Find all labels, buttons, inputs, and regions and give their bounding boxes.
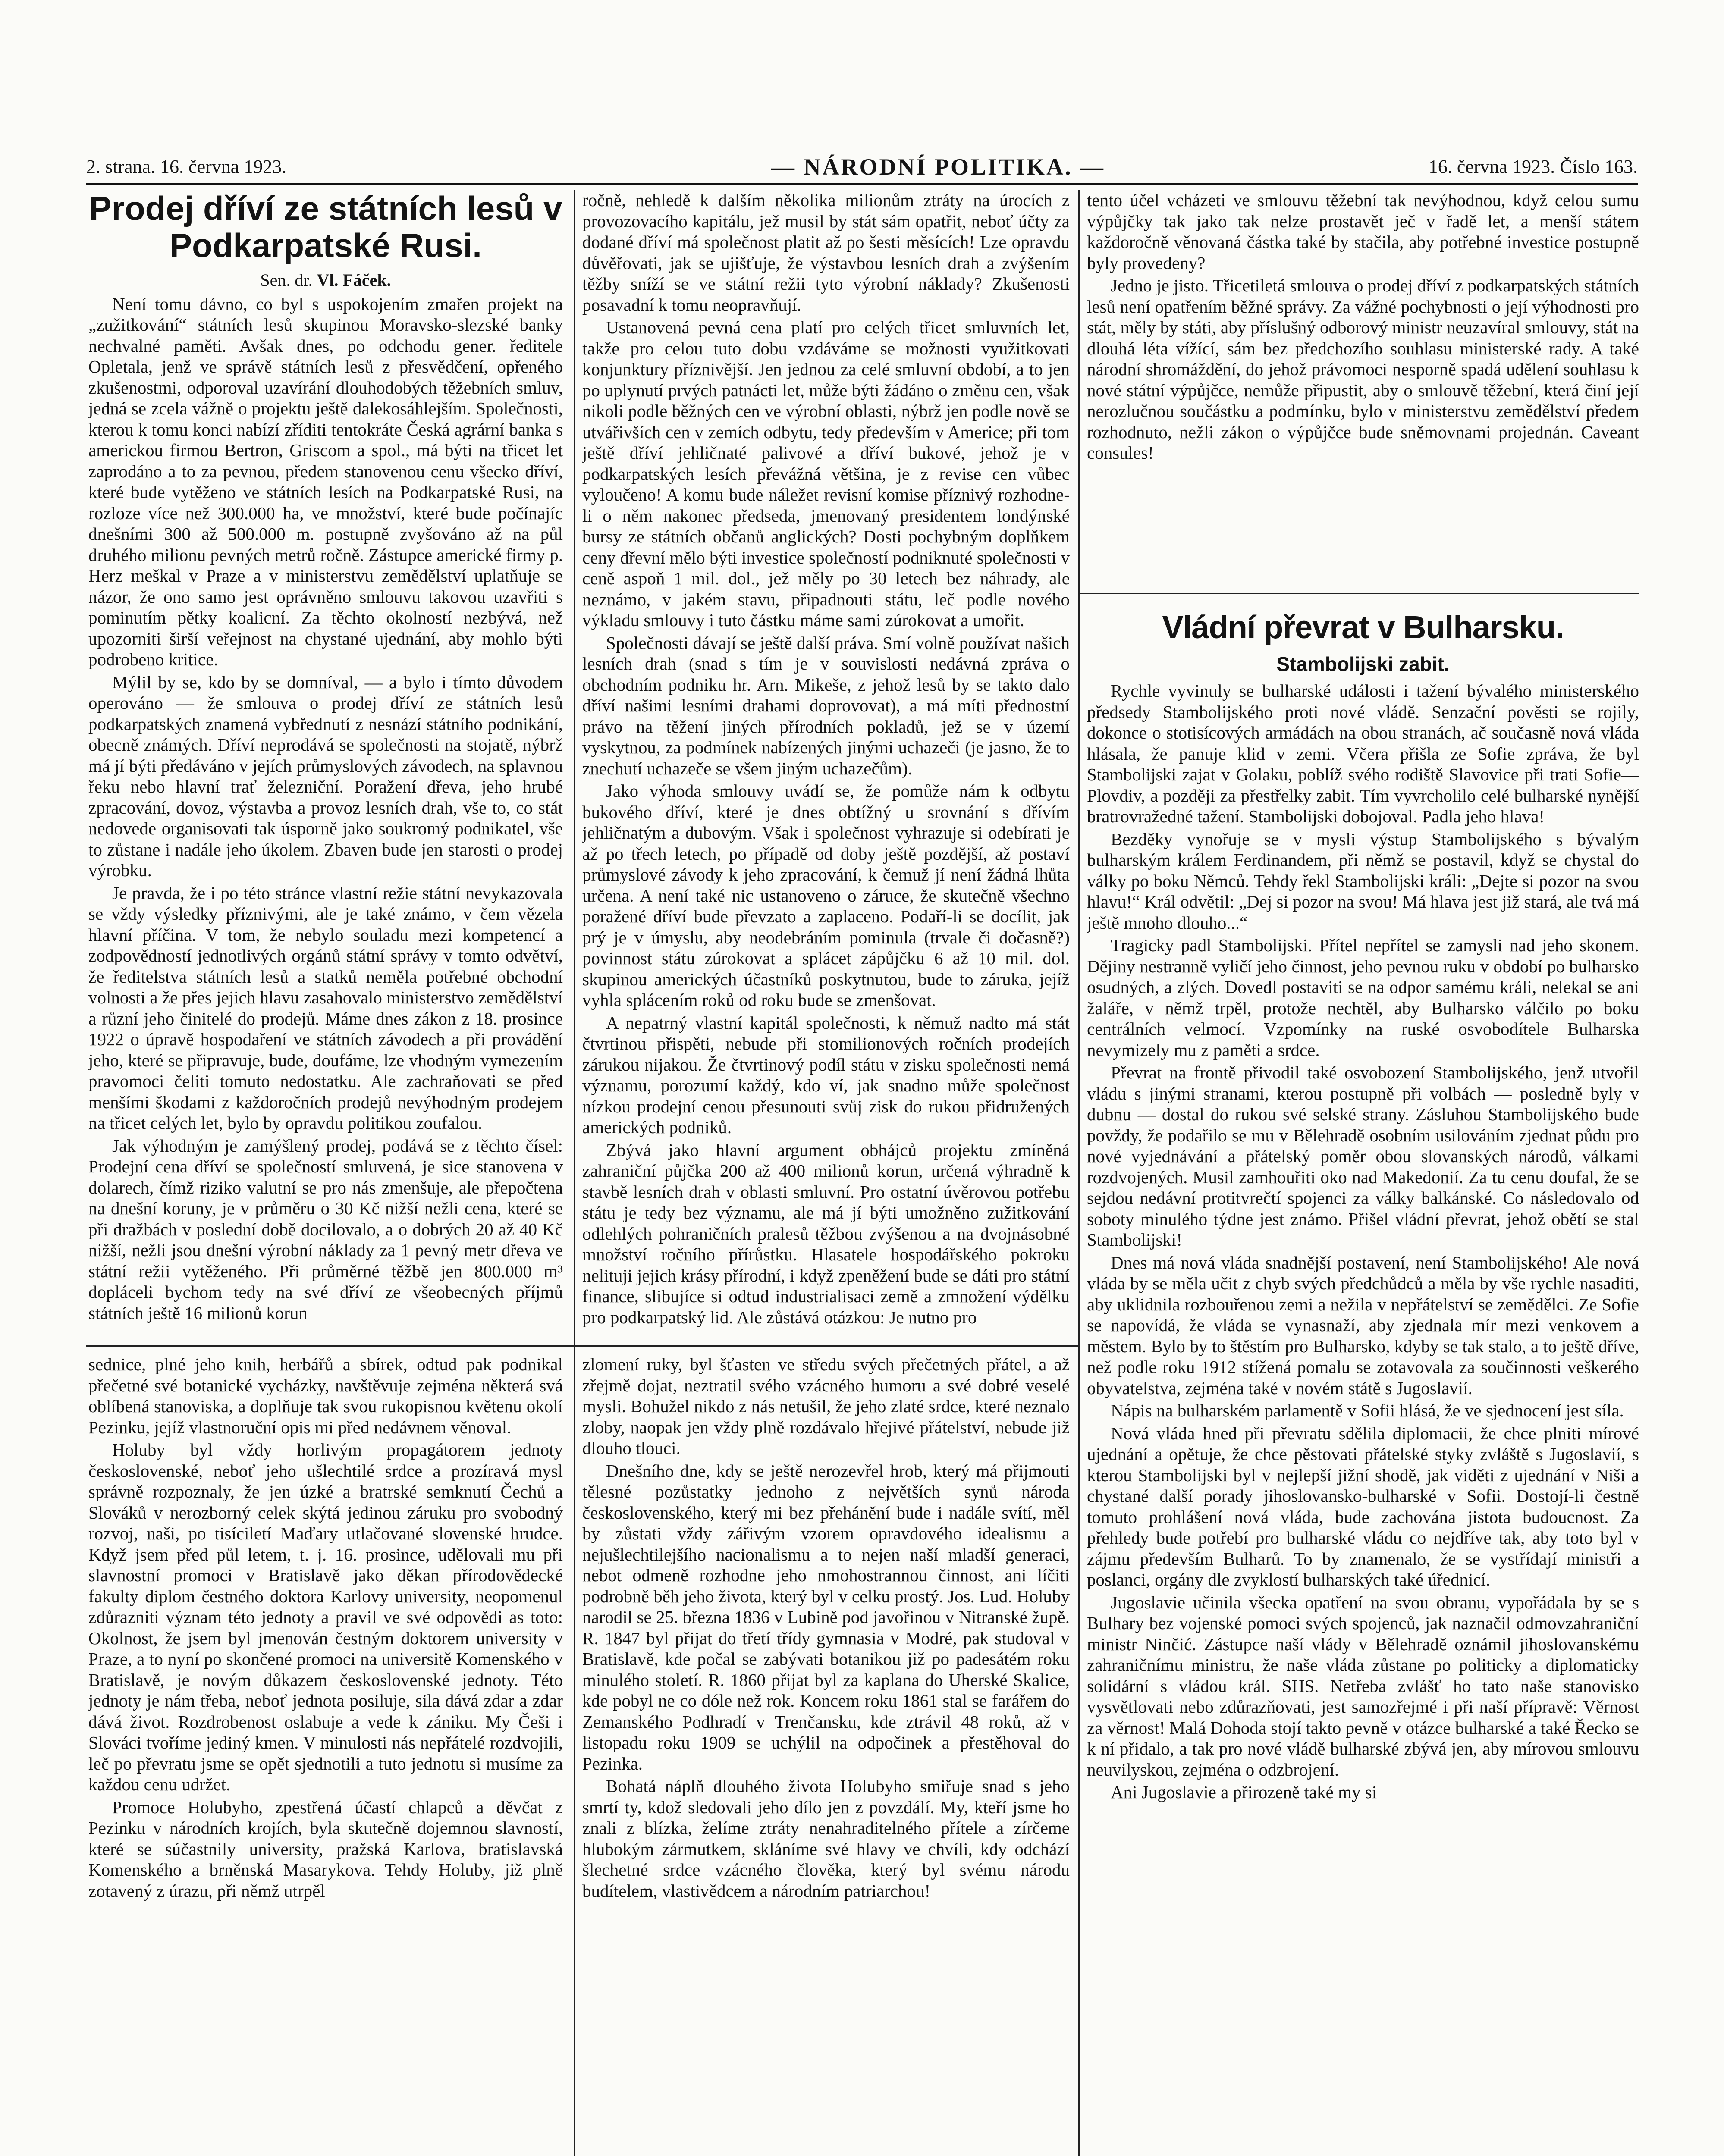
- paragraph: Rychle vyvinuly se bulharské události i tažení bývalého ministerského předsedy Stambolijského proti nové vládě. Senzační pověsti se rojily, dokonce o stotisícových armádách na obou stranách, ač současně nová vláda hlásala, že panuje klid v zemi. Včera přišla ze Sofie zpráva, že byl Stambolijski zajat v Golaku, poblíž svého rodiště Slavovice při trati Sofie—Plovdiv, a později za přestřelky zabit. Tím vyvrcholilo celé bulharské nynější bratrovražedné tažení. Stambolijski dobojoval. Padla jeho hlava!: [1087, 681, 1639, 826]
- masthead-title: — NÁRODNÍ POLITIKA. —: [771, 154, 1105, 180]
- article-lesy-col1: [88, 190, 563, 1339]
- paragraph: Ani Jugoslavie a přirozeně také my si: [1111, 1782, 1377, 1802]
- section-divider-right: [1080, 593, 1639, 594]
- paragraph: Nová vláda hned při převratu sdělila diplomacii, že chce plniti mírové ujednání a opětuje, že chce pěstovati přátelské styky zvláště s Jugoslavií, s kterou Stambolijski byl v nejlepší jižní shodě, jak viděti z ujednání v Niši a chystané další porady jihoslovansko-bulharské v Sofii. Dostojí-li čestně tomuto prohlášení nová vláda, bude zachována jistota budoucnost. Za přehledy bude potřebí pro bulharské vládu co nejdříve tak, aby toto byl v zájmu především Bulharů. To by znamenalo, že se vystřídají ministři a poslanci, orgány dle zvyklostí bulharských také úřednicí.: [1087, 1423, 1639, 1589]
- paragraph: Promoce Holubyho, zpestřená účastí chlapců a děvčat z Pezinku v národních krojích, byla skutečně dojemnou slavností, které se súčastnily university, pražská Karlova, bratislavská Komenského a brněnská Masarykova. Tehdy Holuby, již plně zotavený z úrazu, při němž utrpěl: [88, 1797, 563, 1901]
- header-rule: [86, 183, 1638, 185]
- paragraph: Jedno je jisto. Třicetiletá smlouva o prodej dříví z podkarpatských státních lesů není opatřením běžné správy. Za vážné pochybnosti o její výhodnosti pro stát, měly by státi, aby příslušný odborový ministr neuzavíral smlouvy, stát na dlouhá léta vížící, sám bez předchozího souhlasu ministerské rady. A také národní shromáždění, do jehož právomoci nesporně spadá udělení souhlasu k nové státní výpůjčce, nemůže připustit, aby o smlouvě těžební, která činí její nerozlučnou součástku a podmínku, bylo v ministerstvu zemědělství předem rozhodnuto, nežli zákon o výpůjčce bude sněmovnami projednán. Caveant consules!: [1087, 276, 1639, 463]
- column-divider-1: [574, 190, 575, 2156]
- paragraph: Převrat na frontě přivodil také osvobození Stambolijského, jenž utvořil vládu s jinými stranami, kterou postupně při volbách — posledně byly v dubnu — dostal do rukou své selské strany. Zásluhou Stambolijského bude povždy, že podařilo se mu v Bělehradě osobním usilováním zjednat půdu pro nové vyjednávání a přátelský poměr obou slovanských národů, válkami rozdvojených. Musil zamhouřiti oko nad Makedonií. Za tu cenu doufal, že se sejdou nedávní protitvrečtí spojenci za války balkánské. Co následovalo od soboty minulého týdne jest známo. Přišel vládní převrat, jehož obětí se stal Stambolijski!: [1087, 1062, 1639, 1250]
- paragraph: Ustanovená pevná cena platí pro celých třicet smluvních let, takže pro celou tuto dobu vzdáváme se možnosti využitkovati konjunktury příznivější. Jen jednou za celé smluvní období, a to jen po uplynutí prvých patnácti let, může býti žádáno o změnu cen, však nikoli podle běžných cen ve výrobní oblasti, nýbrž jen podle nově se utvářivších cen v zemích odbytu, tedy především v Americe; při tom ještě dříví jehličnaté palivové a dříví bukové, jehož je v podkarpatských lesích převážná většina, je z revise cen vůbec vyloučeno! A komu bude náležet revisní komise příznivý rozhodne-li o něm nakonec předseda, jmenovaný presidentem londýnské bursy ze státních občanů anglických? Dosti pochybným doplňkem ceny dřevní mělo býti investice společností podniknuté společnosti v ceně aspoň 1 mil. dol., jež měly po 30 letech bez náhrady, ale neznámo, v jakém stavu, připadnouti státu, leč podle nového výkladu smlouvy i tuto částku máme sami zúrokovat a umořit.: [582, 317, 1070, 630]
- paragraph: Tragicky padl Stambolijski. Přítel nepřítel se zamysli nad jeho skonem. Dějiny nestranně vyličí jeho činnost, jeho pevnou ruku v období po bulharsko osudných, a zlých. Dovedl postaviti se na odpor samému králi, nelekal se ani žaláře, v němž trpěl, protože nechtěl, aby Bulharsko válčilo po boku centrálních velmocí. Vzpomínky na ruské osvobodítele Bulharska nevymizely mu z paměti a srdce.: [1087, 935, 1639, 1060]
- paragraph: Jako výhoda smlouvy uvádí se, že pomůže nám k odbytu bukového dříví, které je dnes obtížný u srovnání s dřívím jehličnatým a dubovým. Však i společnost vyhrazuje si odebírati je až po třech letech, po případě od doby ještě pozdější, až postaví průmyslové závody k jeho zpracování, k čemuž jí není žádná lhůta určena. A není také nic ustanoveno o záruce, že skutečně všechno poražené dříví bude převzato a zaplaceno. Podaří-li se docílit, jak prý je v úmyslu, aby neodebráním pominula (trvale či dočasně?) povinnost státu zúrokovat a splácet zápůjčku 6 až 10 mil. dol. skupinou amerických účastníků poskytnutou, bude to záruka, jejíž vyhla splácením roků od roku bude se zmenšovat.: [582, 781, 1070, 1010]
- paragraph: Zbývá jako hlavní argument obhájců projektu zmíněná zahraniční půjčka 200 až 400 milionů korun, určená výhradně k stavbě lesních drah v oblasti smluvní. Pro ostatní úvěrovou potřebu státu je tedy bez významu, ale má jí býti umožněno zužitkování odlehlých pohraničních pralesů těžbou zvýšenou a na dvojnásobné množství ročního přírůstku. Hlasatele hospodářského pokroku nelituji jejich krásy přírodní, i když zpeněžení bude se dáti pro státní finance, slibujíce si odtud industrialisaci země a zmnožení výdělku pro podkarpatský lid. Ale zůstává otázkou: Je nutno pro: [582, 1140, 1070, 1327]
- paragraph: Jak výhodným je zamýšlený prodej, podává se z těchto čísel: Prodejní cena dříví se společností smluvená, je sice stanovena v dolarech, čímž riziko valutní se pro nás zmenšuje, ale přepočtena na dnešní koruny, je v průměru o 30 Kč nižší nežli cena, které se při dražbách v poslední době docilovalo, a o dobrých 20 až 40 Kč nižší, nežli jsou dnešní výrobní náklady za 1 pevný metr dřeva ve státní režii vytěženého. Při průměrné těžbě jen 800.000 m³ dopláceli bychom tedy na své dříví ze všeobecných příjmů státních ještě 16 milionů korun: [88, 1135, 563, 1323]
- paragraph: ročně, nehledě k dalším několika milionům ztráty na úrocích z provozovacího kapitálu, jež musil by stát sám opatřit, neboť účty za dodané dříví má společnost platit až po šesti měsících! Lze opravdu důvěřovati, jak se ujišťuje, že výstavbou lesních drah a zvýšením těžby sníží se ve státní režii tyto výrobní náklady? Zkušenosti posavadní k tomu neopravňují.: [582, 190, 1070, 315]
- paragraph: zlomení ruky, byl šťasten ve středu svých přečetných přátel, a až zřejmě dojat, neztratil svého vzácného humoru a své dobré veselé mysli. Bohužel nikdo z nás netušil, že jeho zlaté srdce, které neznalo zloby, naopak jen vždy plně rozdávalo hřejivé přátelství, nebude již dlouho tlouci.: [582, 1354, 1070, 1458]
- header-date-left: 2. strana. 16. června 1923.: [86, 156, 287, 177]
- article-lesy-title: Prodej dříví ze státních lesů v Podkarpatské Rusi.: [89, 190, 562, 264]
- byline-prefix: Sen. dr.: [260, 270, 313, 290]
- column-divider-2: [1078, 190, 1080, 2156]
- header-issue-right: 16. června 1923. Číslo 163.: [1428, 156, 1638, 177]
- article-lesy-col2: [582, 190, 1070, 1339]
- paragraph: Bohatá náplň dlouhého života Holubyho smiřuje snad s jeho smrtí ty, kdož sledovali jeho dílo jen z povzdálí. My, kteří jsme ho znali z blízka, želíme ztráty nenahraditelného přítele a zírčeme hlubokým zármutkem, skláníme své hlavy ve chvíli, kdy odchází šlechetné srdce vzácného člověka, který byl svému národu budítelem, vlastivědcem a národním patriarchou!: [582, 1776, 1070, 1901]
- paragraph: Bezděky vynořuje se v mysli výstup Stambolijského s bývalým bulharským králem Ferdinandem, při němž se postavil, když se chystal do války po boku Němců. Tehdy řekl Stambolijski králi: „Dejte si pozor na svou hlavu!“ Král odvětil: „Dej si pozor na svou! Má hlava jest již stará, ale tvá má ještě mnoho dlouho...“: [1087, 829, 1639, 933]
- article-bulharsko-subtitle: Stambolijski zabit.: [1276, 653, 1450, 675]
- paragraph: Nápis na bulharském parlamentě v Sofii hlásá, že ve sjednocení jest síla.: [1111, 1401, 1624, 1420]
- article-lesy-byline: [88, 270, 563, 291]
- article-bulharsko: [1087, 599, 1639, 2156]
- paragraph: tento účel vcházeti ve smlouvu těžební tak nevýhodnou, když celou sumu výpůjčky tak jako tak nelze prostavět ječ v řadě let, a menší státem každoročně věnovaná částka také by stačila, aby potřebné investice postupně byly provedeny?: [1087, 190, 1639, 273]
- paragraph: Dnes má nová vláda snadnější postavení, není Stambolijského! Ale nová vláda by se měla učit z chyb svých předchůdců a měla by vše rychle nasaditi, aby uklidnila rozbouřenou zemi a nežila v nepřátelství se zemědělci. Ze Sofie se napovídá, že vláda se vynasnaží, aby zjednala mír mezi venkovem a městem. Bylo by to štěstím pro Bulharsko, kdyby se tak stalo, a to ještě dříve, než podle roku 1912 stížená pomalu se zotavovala za součinnosti veškerého obyvatelstva, zejména také v novém státě s Jugoslavií.: [1087, 1252, 1639, 1398]
- article-lesy-col3: [1087, 190, 1639, 589]
- paragraph: sednice, plné jeho knih, herbářů a sbírek, odtud pak podnikal přečetné své botanické vycházky, navštěvuje zejména některá svá oblíbená stanoviska, a doplňuje tak svou rukopisnou květenu okolí Pezinku, jejíž vlastnoruční opis mi před nedávnem věnoval.: [88, 1354, 563, 1437]
- paragraph: Jugoslavie učinila všecka opatření na svou obranu, vypořádala by se s Bulhary bez vojenské pomoci svých spojenců, jak naznačil odmovzahraniční ministr Ninčić. Zástupce naší vlády v Bělehradě oznámil jihoslovanskému zahraničnímu ministru, že naše vláda zůstane po politicky a diplomaticky solidární s vládou král. SHS. Netřeba zvlášť ho tato naše stanovisko vysvětlovati nebo zdůrazňovati, jest samozřejmé i při naší přípravě: Věrnost za věrnost! Malá Dohoda stojí takto pevně v otázce bulharské a také Řecko se k ní přidalo, a tak pro nové vládě bulharské zbývá jen, aby mírovou smlouvu neuvilyskou, zejména o odzbrojení.: [1087, 1592, 1639, 1780]
- article-holuby-col1: [88, 1354, 563, 2156]
- article-bulharsko-title: Vládní převrat v Bulharsku.: [1162, 609, 1564, 645]
- paragraph: Holuby byl vždy horlivým propagátorem jednoty československé, neboť jeho ušlechtilé srdce a prozíravá mysl správně rozpoznaly, že jen úzké a bratrské semknutí Čechů a Slováků v nerozborný celek skýtá jedinou záruku pro svobodný rozvoj, naši, po tisíciletí Maďary utlačované slovenské hrudce. Když jsem před půl letem, t. j. 16. prosince, udělovali mu při slavnostní promoci v Bratislavě jako děkan přírodovědecké fakulty diplom čestného doktora Karlovy university, neopomenul zdůrazniti význam této jednoty a pravil ve své odpovědi as toto: Okolnost, že jsem byl jmenován čestným doktorem university v Praze, a to nyní po skončené promoci na universitě Komenského v Bratislavě, je novým důkazem československé jednoty. Této jednoty je nám třeba, neboť jednota posiluje, sila dává zdar a zdar dává život. Rozdrobenost oslabuje a vede k zániku. My Češi i Slováci tvoříme jediný kmen. V minulosti nás nepřátelé rozdvojili, leč po převratu jsme se opět sjednotili a tuto jednotu si musíme za každou cenu udržet.: [88, 1440, 563, 1794]
- paragraph: Společnosti dávají se ještě další práva. Smí volně používat našich lesních drah (snad s tím je v souvislosti nedávná zpráva o obchodním podniku hr. Arn. Mikeše, z jehož lesů by se takto dalo dříví našimi lesními drahami doprovovat), a má míti přednostní právo na těžení jiných přírodních pokladů, jež se v území vyskytnou, za podmínek nabízených jinými uchazeči (je jasno, že to znechutí uchazeče se všem jiným uchazečům).: [582, 633, 1070, 778]
- paragraph: Je pravda, že i po této stránce vlastní režie státní nevykazovala se vždy výsledky příznivými, ale je také známo, v čem vězela hlavní příčina. V tom, že nebylo souladu mezi kompetencí a zodpovědností jednotlivých orgánů státní správy v tomto odvětví, že ředitelstva státních lesů a statků neměla potřebné obchodní volnosti a že přes jejich hlavu zasahovalo ministerstvo zemědělství a různí jeho činitelé do prodejů. Máme dnes zákon z 18. prosince 1922 o úpravě hospodaření ve státních závodech a při provádění jeho, které se připravuje, bude, doufáme, lze vhodným vymezením pravomoci čeliti tomuto nedostatku. Ale zachraňovati se před menšími škodami z každoročních prodejů nevýhodným prodejem na třicet celých let, bylo by opravdu politikou zoufalou.: [88, 883, 563, 1133]
- page-header: [86, 153, 1638, 183]
- byline-author: Vl. Fáček.: [317, 270, 391, 290]
- article-holuby-col2: [582, 1354, 1070, 2156]
- paragraph: Mýlil by se, kdo by se domníval, — a bylo i tímto důvodem operováno — že smlouva o prodej dříví ze státních lesů podkarpatských znamená vybřednutí z nesnází státního podnikání, obecně známých. Dříví neprodává se společnosti na stojatě, nýbrž má jí býti předáváno v jejích průmyslových závodech, na splavnou řeku nebo hlavní trať železniční. Poražení dřeva, jeho hrubé zpracování, dovoz, výstavba a provoz lesních drah, vše to, co stát nedovede organisovati tak úsporně jako soukromý podnikatel, vše to zůstane i nadále jeho úkolem. Zbaven bude jen starosti o prodej výrobku.: [88, 672, 563, 880]
- section-divider: [86, 1345, 1078, 1347]
- paragraph: A nepatrný vlastní kapitál společnosti, k němuž nadto má stát čtvrtinou přispěti, nebude při stomilionových ročních prodejích zárukou nijakou. Že čtvrtinový podíl státu v zisku společnosti nemá významu, porozumí každý, kdo ví, jak snadno může společnost nízkou prodejní cenou přesunouti svůj zisk do rukou přidružených amerických podniků.: [582, 1012, 1070, 1137]
- paragraph: Dnešního dne, kdy se ještě nerozevřel hrob, který má přijmouti tělesné pozůstatky jednoho z největších synů národa československého, který mi bez přehánění bude i nadále svítí, měl by zůstati vždy zářivým vzorem opravdového idealismu a nejušlechtilejšího nacionalismu a to nejen naší mladší generaci, nebot odmeně rozhodne jeho nmohostrannou činnost, ani líčiti podrobně běh jeho života, který byl v celku prostý. Jos. Lud. Holuby narodil se 25. března 1836 v Lubině pod javořinou v Nitranské župě. R. 1847 byl přijat do třetí třídy gymnasia v Modré, pak studoval v Bratislavě, kde počal se zabývati botanikou již po padesátém roku minulého století. R. 1860 přijat byl za kaplana do Uherské Skalice, kde pobyl ne co dóle než rok. Koncem roku 1861 stal se farářem do Zemanského Podhradí v Trenčansku, kde ztrávil 48 roků, až v listopadu roku 1909 se uchýlil na odpočinek a přestěhoval do Pezinka.: [582, 1460, 1070, 1774]
- paragraph: Není tomu dávno, co byl s uspokojením zmařen projekt na „zužitkování“ státních lesů skupinou Moravsko-slezské banky nechvalné paměti. Avšak dnes, po odchodu gener. ředitele Opletala, jenž ve správě státních lesů z přesvědčení, opřeného zkušenostmi, odporoval uzavírání dlouhodobých těžebních smluv, jedná se zcela vážně o projektu ještě dalekosáhlejším. Společnosti, kterou k tomu konci nabízí zříditi tentokráte Česká agrární banka s americkou firmou Bertron, Griscom a spol., má býti na třicet let zaprodáno a to za pevnou, předem stanovenou cenu všecko dříví, které bude vytěženo ve státních lesích na Podkarpatské Rusi, na rozloze více než 300.000 ha, ve množství, které bude počínajíc dnešními 300 až 500.000 m. postupně zvyšováno až na půl druhého milionu pevných metrů ročně. Zástupce americké firmy p. Herz meškal v Praze a v ministerstvu zemědělství uplatňuje se názor, že ono samo jest oprávněno smlouvu takovou uzavřiti s pominutím pětky koalicní. Za těchto okolností nezbývá, než upozorniti širší veřejnost na chystané ujednání, aby mohlo býti podrobeno kritice.: [88, 294, 563, 669]
